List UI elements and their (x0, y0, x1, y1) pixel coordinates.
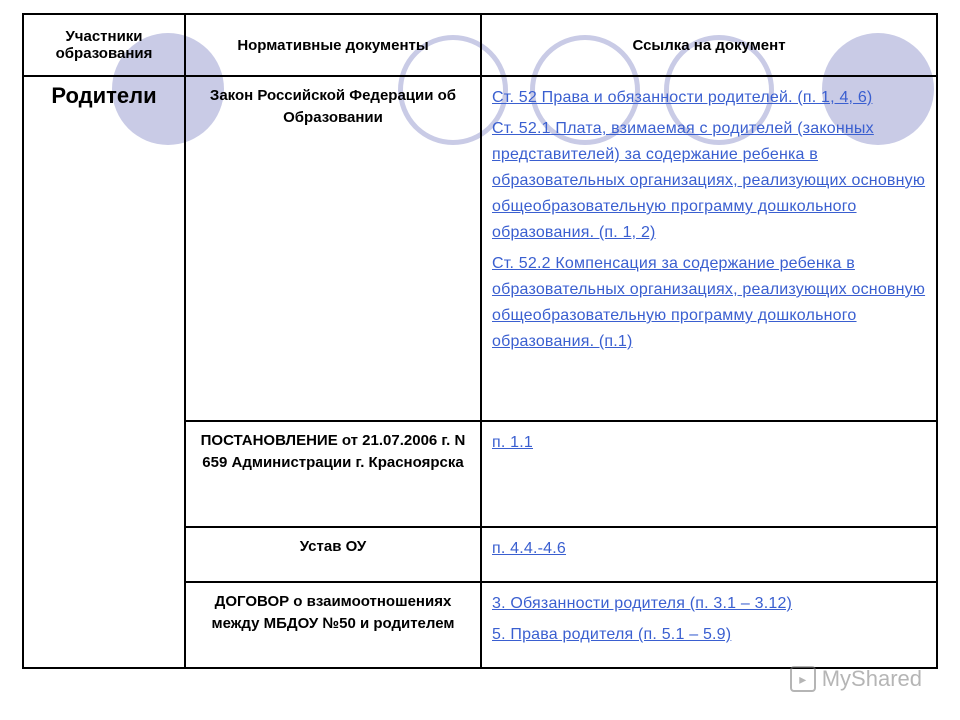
header-participants: Участники образования (23, 14, 185, 76)
links-cell (481, 582, 937, 668)
table-header-row (23, 14, 937, 76)
document-cell: ПОСТАНОВЛЕНИЕ от 21.07.2006 г. N 659 Администрации г. Красноярска (185, 421, 481, 527)
document-cell: Закон Российской Федерации об Образовании (185, 76, 481, 421)
doc-link[interactable]: Ст. 52.1 Плата, взимаемая с родителей (законных представителей) за содержание ребенка в образовательных организациях, реализующих основную общеобразовательную программу дошкольного образования. (п. 1, 2) (492, 120, 926, 241)
header-doc-link: Ссылка на документ (481, 14, 937, 76)
doc-link[interactable]: п. 4.4.-4.6 (492, 540, 567, 557)
participant-cell: Родители (23, 76, 185, 668)
watermark-icon: ▸ (790, 666, 816, 692)
doc-link[interactable]: 3. Обязанности родителя (п. 3.1 – 3.12) (492, 595, 793, 612)
links-cell (481, 527, 937, 582)
doc-link[interactable]: Ст. 52 Права и обязанности родителей. (п. 1, 4, 6) (492, 89, 873, 106)
header-normative-docs: Нормативные документы (185, 14, 481, 76)
links-cell (481, 76, 937, 421)
document-cell: Устав ОУ (185, 527, 481, 582)
watermark-text: MyShared (821, 666, 922, 691)
watermark (790, 666, 922, 692)
links-cell (481, 421, 937, 527)
doc-link[interactable]: Ст. 52.2 Компенсация за содержание ребенка в образовательных организациях, реализующих основную общеобразовательную программу дошкольного образования. (п.1) (492, 255, 926, 350)
doc-link[interactable]: п. 1.1 (492, 434, 533, 451)
document-cell: ДОГОВОР о взаимоотношениях между МБДОУ №50 и родителем (185, 582, 481, 668)
table-row (23, 76, 937, 421)
doc-link[interactable]: 5. Права родителя (п. 5.1 – 5.9) (492, 626, 732, 643)
documents-table (22, 13, 938, 669)
